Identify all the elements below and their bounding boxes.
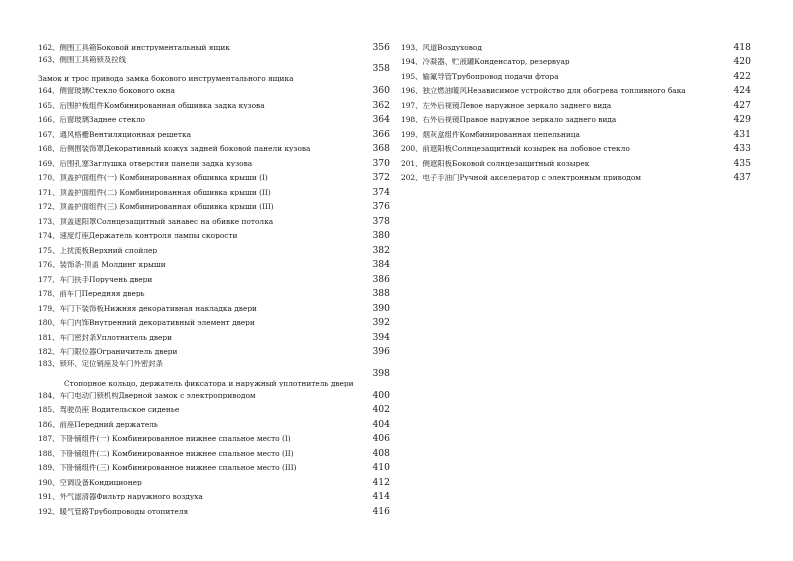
toc-entry-label: 187、下卧铺组件(一) Комбинированное нижнее спальное место (I) bbox=[38, 435, 291, 443]
toc-entry-199 bbox=[401, 127, 751, 142]
toc-entry-label bbox=[38, 56, 362, 83]
toc-page-number: 422 bbox=[733, 70, 751, 82]
toc-page-number: 396 bbox=[372, 346, 390, 358]
toc-entry-label: 194、冷凝器、贮液罐Конденсатор, резервуар bbox=[401, 58, 570, 66]
toc-page-number: 384 bbox=[372, 259, 390, 271]
toc-entry-label: 174、速度灯座Держатель контроля лампы скорости bbox=[38, 232, 238, 240]
toc-entry-label: 180、车门内饰Внутренний декоративный элемент двери bbox=[38, 319, 255, 327]
toc-page-number: 431 bbox=[733, 128, 751, 140]
toc-entry-180 bbox=[38, 316, 390, 331]
toc-page-number: 388 bbox=[372, 288, 390, 300]
toc-left-column bbox=[38, 40, 390, 519]
toc-page-number: 390 bbox=[372, 302, 390, 314]
toc-entry-164 bbox=[38, 84, 390, 99]
toc-page-number: 402 bbox=[372, 404, 390, 416]
toc-page-number: 437 bbox=[733, 172, 751, 184]
toc-page-number: 408 bbox=[372, 447, 390, 459]
toc-page-number: 416 bbox=[372, 505, 390, 517]
toc-page-number: 433 bbox=[733, 143, 751, 155]
toc-entry-169 bbox=[38, 156, 390, 171]
toc-entry-label: 185、驾驶员座 Водительское сиденье bbox=[38, 406, 180, 414]
toc-entry-162 bbox=[38, 40, 390, 55]
toc-page-number: 435 bbox=[733, 157, 751, 169]
toc-entry-label bbox=[38, 360, 362, 387]
toc-entry-177 bbox=[38, 272, 390, 287]
toc-entry-188 bbox=[38, 446, 390, 461]
toc-entry-label: 164、侧窗玻璃Стекло бокового окна bbox=[38, 87, 175, 95]
toc-page-number: 429 bbox=[733, 114, 751, 126]
toc-entry-label: 198、右外后视镜Правое наружное зеркало заднего вида bbox=[401, 116, 617, 124]
toc-entry-171 bbox=[38, 185, 390, 200]
toc-entry-label: 167、通风格栅Вентиляционная решетка bbox=[38, 130, 192, 138]
toc-entry-label: 202、电子手油门Ручной акселератор с электронным приводом bbox=[401, 174, 642, 182]
toc-entry-163 bbox=[38, 55, 390, 84]
toc-page-number: 374 bbox=[372, 186, 390, 198]
toc-entry-195 bbox=[401, 69, 751, 84]
toc-entry-label: 199、烟灰盒组件Комбинированная пепельница bbox=[401, 130, 580, 138]
toc-entry-label: 188、下卧铺组件(二) Комбинированное нижнее спальное место (II) bbox=[38, 449, 294, 457]
toc-page-number: 362 bbox=[372, 99, 390, 111]
toc-page-number: 404 bbox=[372, 418, 390, 430]
toc-entry-label: 182、车门限位器Ограничитель двери bbox=[38, 348, 178, 356]
toc-entry-197 bbox=[401, 98, 751, 113]
toc-entry-label: 192、暖气管路Трубопроводы отопителя bbox=[38, 507, 189, 515]
toc-entry-label: 173、顶盖遮阳罩Солнцезащитный занавес на обивке потолка bbox=[38, 217, 274, 225]
toc-entry-label: 189、下卧铺组件(三) Комбинированное нижнее спальное место (III) bbox=[38, 464, 297, 472]
toc-entry-173 bbox=[38, 214, 390, 229]
toc-page-number: 370 bbox=[372, 157, 390, 169]
toc-entry-192 bbox=[38, 504, 390, 519]
toc-entry-label: 200、前遮阳板Солнцезащитный козырек на лобовое стекло bbox=[401, 145, 630, 153]
toc-page-number: 427 bbox=[733, 99, 751, 111]
toc-page-number: 358 bbox=[372, 63, 390, 75]
toc-entry-label: 166、后窗玻璃Заднее стекло bbox=[38, 116, 146, 124]
toc-entry-label: 170、顶盖护面组件(一) Комбинированная обшивка крыши (I) bbox=[38, 174, 268, 182]
toc-entry-166 bbox=[38, 113, 390, 128]
toc-entry-label: 171、顶盖护面组件(二) Комбинированная обшивка крыши (II) bbox=[38, 188, 271, 196]
toc-entry-label: 168、后侧围装饰罩Декоративный кожух задней боковой панели кузова bbox=[38, 145, 311, 153]
toc-entry-182 bbox=[38, 345, 390, 360]
toc-entry-line1: 163、侧围工具箱锁及拉线 bbox=[38, 55, 127, 63]
toc-page-number: 368 bbox=[372, 143, 390, 155]
toc-entry-185 bbox=[38, 403, 390, 418]
toc-entry-168 bbox=[38, 142, 390, 157]
toc-entry-label: 197、左外后视镜Левое наружное зеркало заднего вида bbox=[401, 101, 612, 109]
toc-entry-167 bbox=[38, 127, 390, 142]
toc-entry-170 bbox=[38, 171, 390, 186]
toc-entry-189 bbox=[38, 461, 390, 476]
toc-entry-190 bbox=[38, 475, 390, 490]
toc-entry-label: 184、车门电动门锁机构Дверной замок с электроприводом bbox=[38, 391, 256, 399]
toc-page-number: 356 bbox=[372, 41, 390, 53]
toc-entry-174 bbox=[38, 229, 390, 244]
toc-entry-196 bbox=[401, 84, 751, 99]
toc-entry-194 bbox=[401, 55, 751, 70]
toc-page-number: 364 bbox=[372, 114, 390, 126]
toc-entry-183 bbox=[38, 359, 390, 388]
toc-entry-label: 191、外气滤清器Фильтр наружного воздуха bbox=[38, 493, 203, 501]
toc-page-number: 376 bbox=[372, 201, 390, 213]
toc-entry-label: 179、车门下装饰板Нижняя декоративная накладка двери bbox=[38, 304, 257, 312]
toc-page-number: 360 bbox=[372, 85, 390, 97]
toc-page-number: 378 bbox=[372, 215, 390, 227]
toc-entry-178 bbox=[38, 287, 390, 302]
toc-entry-202 bbox=[401, 171, 751, 186]
toc-entry-label: 195、输氟导管Трубопровод подачи фтора bbox=[401, 72, 559, 80]
toc-entry-191 bbox=[38, 490, 390, 505]
toc-entry-186 bbox=[38, 417, 390, 432]
toc-entry-label: 175、上扰流板Верхний спойлер bbox=[38, 246, 158, 254]
toc-page-number: 366 bbox=[372, 128, 390, 140]
toc-page-number: 414 bbox=[372, 491, 390, 503]
toc-page-number: 382 bbox=[372, 244, 390, 256]
toc-page-number: 400 bbox=[372, 389, 390, 401]
toc-entry-200 bbox=[401, 142, 751, 157]
toc-entry-label: 190、空调设备Кондиционер bbox=[38, 478, 142, 486]
toc-entry-165 bbox=[38, 98, 390, 113]
toc-entry-187 bbox=[38, 432, 390, 447]
toc-entry-line1: 183、锁环、定位销座及车门外密封条 bbox=[38, 360, 163, 368]
toc-entry-label: 178、前车门Передняя дверь bbox=[38, 290, 145, 298]
toc-entry-label: 181、车门密封条Уплотнитель двери bbox=[38, 333, 173, 341]
toc-entry-label: 196、独立燃油暖风Независимое устройство для обогрева топливного бака bbox=[401, 87, 686, 95]
toc-entry-label: 162、侧围工具箱Боковой инструментальный ящик bbox=[38, 43, 230, 51]
toc-entry-193 bbox=[401, 40, 751, 55]
toc-page-number: 392 bbox=[372, 317, 390, 329]
toc-entry-label: 201、侧遮阳板Боковой солнцезащитный козырек bbox=[401, 159, 590, 167]
toc-page-number: 372 bbox=[372, 172, 390, 184]
toc-page-number: 420 bbox=[733, 56, 751, 68]
toc-entry-176 bbox=[38, 258, 390, 273]
toc-page-number: 386 bbox=[372, 273, 390, 285]
toc-page-number: 410 bbox=[372, 462, 390, 474]
toc-page-number: 424 bbox=[733, 85, 751, 97]
toc-entry-181 bbox=[38, 330, 390, 345]
toc-entry-label: 176、装饰条-顶盖 Молдинг крыши bbox=[38, 261, 166, 269]
toc-entry-line2: Стопорное кольцо, держатель фиксатора и наружный уплотнитель двери bbox=[64, 379, 354, 387]
toc-entry-172 bbox=[38, 200, 390, 215]
toc-page-number: 418 bbox=[733, 41, 751, 53]
toc-entry-175 bbox=[38, 243, 390, 258]
toc-entry-198 bbox=[401, 113, 751, 128]
toc-page-number: 380 bbox=[372, 230, 390, 242]
toc-entry-label: 186、前座Передний держатель bbox=[38, 420, 158, 428]
toc-entry-179 bbox=[38, 301, 390, 316]
toc-right-column bbox=[401, 40, 751, 185]
toc-entry-184 bbox=[38, 388, 390, 403]
toc-entry-label: 177、车门扶手Поручень двери bbox=[38, 275, 153, 283]
toc-entry-line2: Замок и трос привода замка бокового инструментального ящика bbox=[38, 75, 294, 83]
toc-page-number: 412 bbox=[372, 476, 390, 488]
toc-page-number: 398 bbox=[372, 367, 390, 379]
toc-entry-label: 169、后围孔塞Заглушка отверстия панели задка кузова bbox=[38, 159, 253, 167]
toc-page-number: 406 bbox=[372, 433, 390, 445]
toc-page-number: 394 bbox=[372, 331, 390, 343]
toc-entry-label: 165、后围护板组件Комбинированная обшивка задка кузова bbox=[38, 101, 265, 109]
toc-entry-label: 193、风道Воздуховод bbox=[401, 43, 482, 51]
toc-entry-label: 172、顶盖护面组件(三) Комбинированная обшивка крыши (III) bbox=[38, 203, 274, 211]
toc-entry-201 bbox=[401, 156, 751, 171]
